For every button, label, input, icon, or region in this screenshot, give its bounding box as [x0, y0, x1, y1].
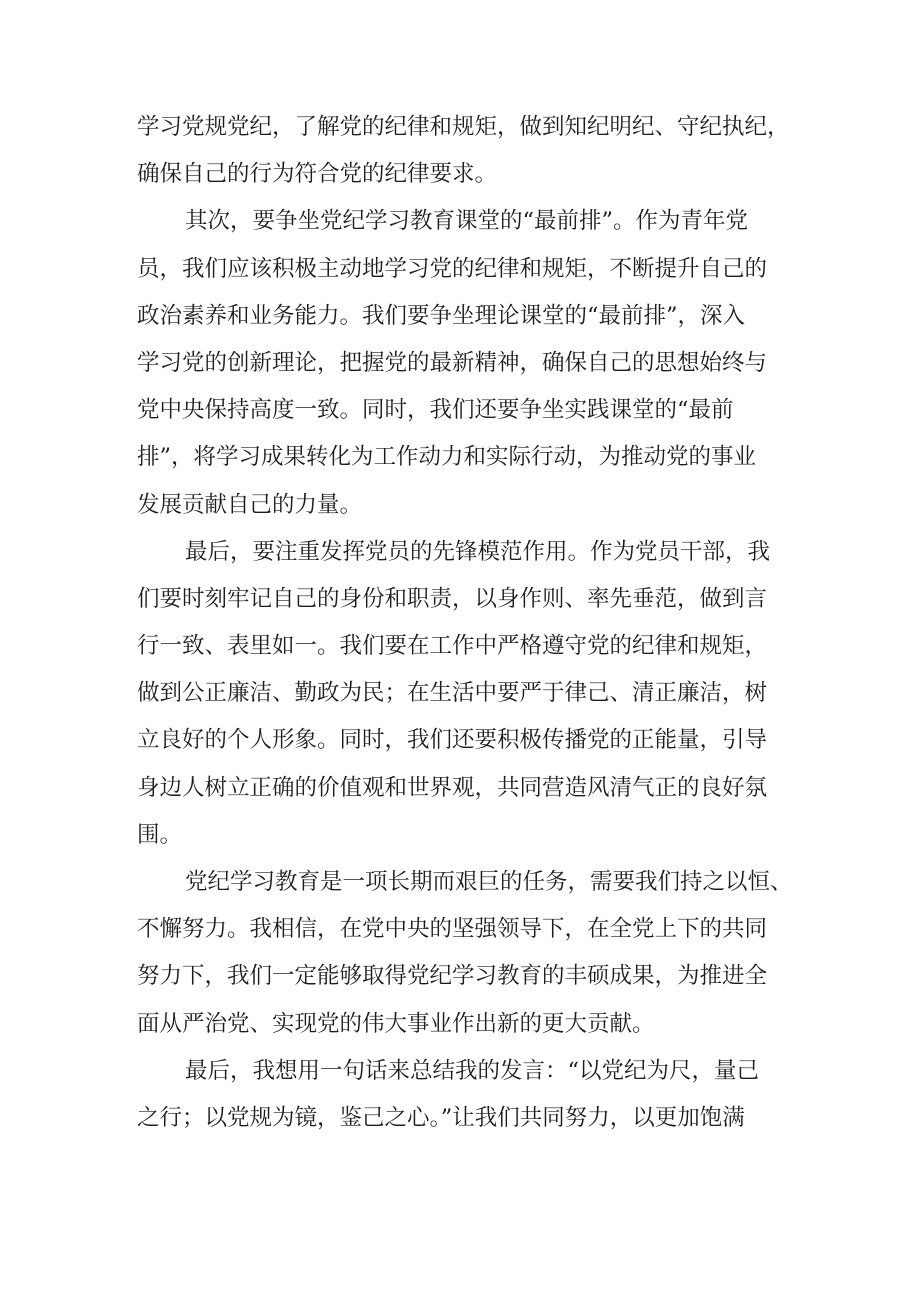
text-line: 政治素养和业务能力。我们要争坐理论课堂的“最前排”，深入 [137, 302, 746, 329]
text-line: 之行；以党规为镜，鉴己之心。”让我们共同努力，以更加饱满 [137, 1104, 745, 1131]
body-text [137, 104, 797, 1142]
text-line: 立良好的个人形象。同时，我们还要积极传播党的正能量，引导 [137, 727, 768, 754]
text-line: 努力下，我们一定能够取得党纪学习教育的丰硕成果，为推进全 [137, 963, 768, 990]
text-line: 身边人树立正确的价值观和世界观，共同营造风清气正的良好氛 [137, 774, 768, 801]
text-line: 党中央保持高度一致。同时，我们还要争坐实践课堂的“最前 [137, 397, 734, 424]
text-line: 行一致、表里如一。我们要在工作中严格遵守党的纪律和规矩， [137, 633, 768, 660]
text-line: 学习党的创新理论，把握党的最新精神，确保自己的思想始终与 [137, 349, 768, 376]
paragraph-first-line: 其次，要争坐党纪学习教育课堂的“最前排”。作为青年党 [185, 208, 749, 235]
text-line: 确保自己的行为符合党的纪律要求。 [137, 161, 498, 188]
text-line: 们要时刻牢记自己的身份和职责，以身作则、率先垂范，做到言 [137, 585, 768, 612]
text-line: 做到公正廉洁、勤政为民；在生活中要严于律己、清正廉洁，树 [137, 680, 768, 707]
text-line: 学习党规党纪，了解党的纪律和规矩，做到知纪明纪、守纪执纪， [137, 114, 790, 140]
text-line: 排”，将学习成果转化为工作动力和实际行动，为推动党的事业 [137, 444, 757, 471]
text-line: 面从严治党、实现党的伟大事业作出新的更大贡献。 [137, 1010, 655, 1037]
paragraph-first-line: 党纪学习教育是一项长期而艰巨的任务，需要我们持之以恒、 [185, 869, 793, 895]
paragraph-first-line: 最后，我想用一句话来总结我的发言：“以党纪为尺，量己 [185, 1057, 760, 1084]
text-line: 不懈努力。我相信，在党中央的坚强领导下，在全党上下的共同 [137, 916, 768, 943]
text-line: 发展贡献自己的力量。 [137, 491, 363, 518]
text-line: 围。 [137, 821, 183, 848]
text-line: 员，我们应该积极主动地学习党的纪律和规矩，不断提升自己的 [137, 255, 768, 282]
paragraph-first-line: 最后，要注重发挥党员的先锋模范作用。作为党员干部，我 [185, 538, 771, 565]
